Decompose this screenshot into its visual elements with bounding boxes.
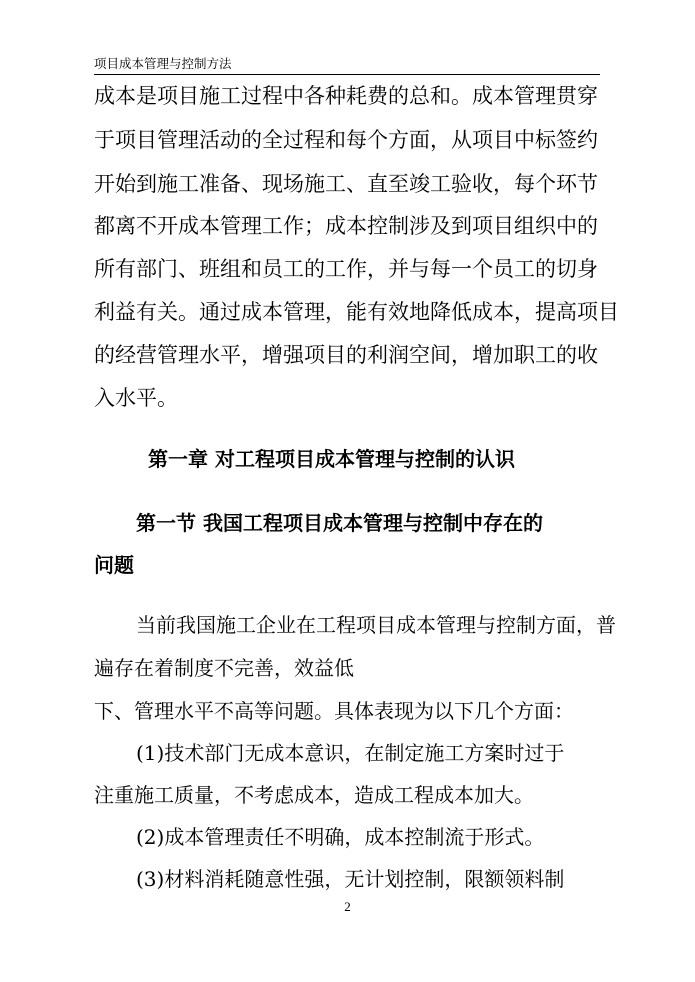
section-heading-continued: 问题 xyxy=(94,553,134,577)
list-item: (3)材料消耗随意性强，无计划控制，限额领料制 xyxy=(136,867,565,891)
intro-line: 成本是项目施工过程中各种耗费的总和。成本管理贯穿 xyxy=(94,84,598,108)
section-line: 当前我国施工企业在工程项目成本管理与控制方面，普 xyxy=(136,613,616,637)
intro-line: 的经营管理水平，增强项目的利润空间，增加职工的收 xyxy=(94,343,598,367)
list-item: (2)成本管理责任不明确，成本控制流于形式。 xyxy=(136,825,545,849)
section-line: 遍存在着制度不完善，效益低 xyxy=(94,656,354,680)
list-item: (1)技术部门无成本意识，在制定施工方案时过于 xyxy=(136,741,565,765)
page-number: 2 xyxy=(344,899,351,914)
list-item-continued: 注重施工质量，不考虑成本，造成工程成本加大。 xyxy=(94,783,534,807)
header-title: 项目成本管理与控制方法 xyxy=(94,56,232,71)
intro-line: 利益有关。通过成本管理，能有效地降低成本，提高项目 xyxy=(94,300,619,324)
intro-line: 入水平。 xyxy=(94,386,178,410)
section-line: 下、管理水平不高等问题。具体表现为以下几个方面： xyxy=(94,699,574,723)
intro-line: 开始到施工准备、现场施工、直至竣工验收，每个环节 xyxy=(94,172,598,196)
intro-line: 都离不开成本管理工作；成本控制涉及到项目组织中的 xyxy=(94,214,598,238)
page-header xyxy=(94,56,600,75)
chapter-heading: 第一章 对工程项目成本管理与控制的认识 xyxy=(148,447,515,471)
intro-line: 于项目管理活动的全过程和每个方面，从项目中标签约 xyxy=(94,128,598,152)
section-heading: 第一节 我国工程项目成本管理与控制中存在的 xyxy=(136,511,543,535)
intro-line: 所有部门、班组和员工的工作，并与每一个员工的切身 xyxy=(94,257,598,281)
